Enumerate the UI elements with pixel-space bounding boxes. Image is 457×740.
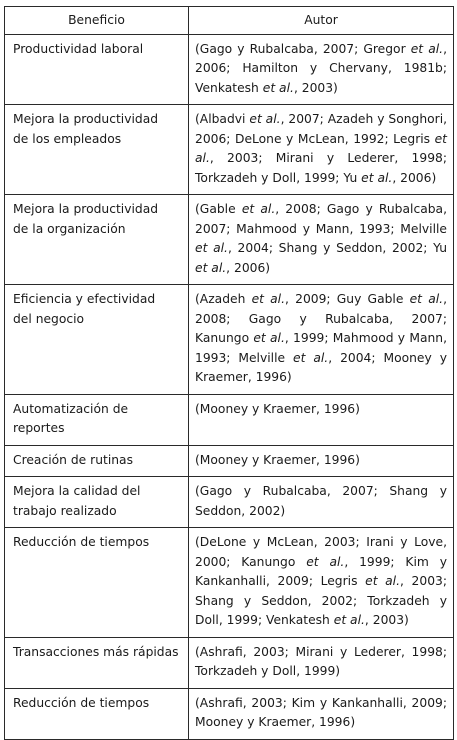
table-row bbox=[5, 285, 454, 395]
author-cell bbox=[189, 105, 454, 195]
table-row bbox=[5, 445, 454, 477]
citation-text: , 2006) bbox=[226, 260, 271, 275]
et-al-text: et al. bbox=[262, 80, 294, 95]
benefit-cell bbox=[5, 285, 189, 395]
et-al-text: et al. bbox=[249, 112, 281, 126]
benefit-text: Mejora la calidad del trabajo realizado bbox=[13, 484, 141, 518]
citation-text: , 2008; Gago y Rubalcaba, 2007; Kanungo bbox=[195, 292, 447, 345]
benefit-cell bbox=[5, 528, 189, 638]
citation-text: , 2006; Hamilton y Chervany, 1981b; Venkatesh bbox=[195, 41, 447, 95]
et-al-text: et al. bbox=[253, 331, 285, 345]
citation-text: , 2008; Gago y Rubalcaba, 2007; Mahmood y Mann, 1993; Melville bbox=[195, 202, 447, 236]
citation-text: , 2003; Shang y Seddon, 2002; Torkzadeh y Doll, 1999; Venkatesh bbox=[195, 574, 447, 627]
et-al-text: et al. bbox=[410, 41, 444, 56]
benefit-text: Productividad laboral bbox=[13, 41, 144, 56]
citation-text: , 2004; Shang y Seddon, 2002; Yu bbox=[227, 241, 447, 255]
citation-text: (Ashrafi, 2003; Mirani y Lederer, 1998; Torkzadeh y Doll, 1999) bbox=[195, 644, 447, 678]
author-cell bbox=[189, 195, 454, 285]
benefit-cell bbox=[5, 477, 189, 528]
citation-text: , 1999; Kim y Kankanhalli, 2009; Legris bbox=[195, 554, 447, 588]
author-cell bbox=[189, 445, 454, 477]
citation-text: , 2003) bbox=[364, 613, 409, 627]
benefit-cell bbox=[5, 105, 189, 195]
benefit-cell bbox=[5, 688, 189, 739]
table-row bbox=[5, 528, 454, 638]
et-al-text: et al. bbox=[293, 350, 329, 365]
author-cell bbox=[189, 477, 454, 528]
benefit-cell bbox=[5, 195, 189, 285]
table-row bbox=[5, 688, 454, 739]
table-row bbox=[5, 105, 454, 195]
citation-text: , 2003) bbox=[293, 80, 338, 95]
table-row bbox=[5, 477, 454, 528]
table-row bbox=[5, 637, 454, 688]
benefit-text: Creación de rutinas bbox=[13, 452, 133, 467]
citation-text: , 2006) bbox=[392, 170, 437, 185]
et-al-text: et al. bbox=[333, 613, 365, 627]
citation-text: (Ashrafi, 2003; Kim y Kankanhalli, 2009; Mooney y Kraemer, 1996) bbox=[195, 695, 447, 729]
author-cell bbox=[189, 285, 454, 395]
benefit-cell bbox=[5, 445, 189, 477]
table-row bbox=[5, 34, 454, 105]
et-al-text: et al. bbox=[195, 241, 228, 255]
et-al-text: et al. bbox=[365, 574, 401, 588]
benefit-text: Automatización de reportes bbox=[13, 401, 129, 435]
et-al-text: et al. bbox=[195, 131, 447, 165]
citation-text: (Mooney y Kraemer, 1996) bbox=[195, 401, 360, 416]
table-header bbox=[5, 7, 454, 35]
header-row bbox=[5, 7, 454, 35]
benefit-text: Reducción de tiempos bbox=[13, 535, 150, 549]
author-cell bbox=[189, 394, 454, 445]
benefit-cell bbox=[5, 34, 189, 105]
table-body bbox=[5, 34, 454, 739]
benefit-text: Transacciones más rápidas bbox=[13, 644, 179, 659]
citation-text: (Gago y Rubalcaba, 2007; Shang y Seddon, 2002) bbox=[195, 484, 447, 518]
et-al-text: et al. bbox=[409, 292, 444, 306]
citation-text: (Albadvi bbox=[195, 112, 250, 126]
citation-text: , 2004; Mooney y Kraemer, 1996) bbox=[195, 350, 447, 384]
table-row bbox=[5, 394, 454, 445]
citation-text: , 2003; Mirani y Lederer, 1998; Torkzadeh y Doll, 1999; Yu bbox=[195, 151, 447, 185]
citation-text: (DeLone y McLean, 2003; Irani y Love, 2000; Kanungo bbox=[195, 535, 447, 569]
citation-text: (Mooney y Kraemer, 1996) bbox=[195, 452, 360, 467]
et-al-text: et al. bbox=[251, 292, 286, 306]
citation-text: , 1999; Mahmood y Mann, 1993; Melville bbox=[195, 331, 447, 365]
et-al-text: et al. bbox=[195, 260, 227, 275]
citation-text: (Azadeh bbox=[195, 292, 252, 306]
benefits-authors-table bbox=[4, 6, 454, 740]
header-author: Autor bbox=[189, 7, 454, 35]
et-al-text: et al. bbox=[361, 170, 393, 185]
benefit-cell bbox=[5, 637, 189, 688]
citation-text: , 2007; Azadeh y Songhori, 2006; DeLone y McLean, 1992; Legris bbox=[195, 112, 448, 146]
benefit-text: Mejora la productividad de los empleados bbox=[13, 112, 159, 146]
author-cell bbox=[189, 637, 454, 688]
author-cell bbox=[189, 528, 454, 638]
et-al-text: et al. bbox=[306, 554, 345, 569]
citation-text: , 2009; Guy Gable bbox=[285, 292, 410, 306]
header-benefit: Beneficio bbox=[5, 7, 189, 35]
benefit-cell bbox=[5, 394, 189, 445]
benefit-text: Mejora la productividad de la organización bbox=[13, 202, 159, 236]
author-cell bbox=[189, 688, 454, 739]
author-cell bbox=[189, 34, 454, 105]
benefit-text: Reducción de tiempos bbox=[13, 695, 150, 710]
table-row bbox=[5, 195, 454, 285]
citation-text: (Gago y Rubalcaba, 2007; Gregor bbox=[195, 41, 411, 56]
et-al-text: et al. bbox=[241, 202, 276, 216]
benefit-text: Eficiencia y efectividad del negocio bbox=[13, 292, 156, 326]
citation-text: (Gable bbox=[195, 202, 242, 216]
